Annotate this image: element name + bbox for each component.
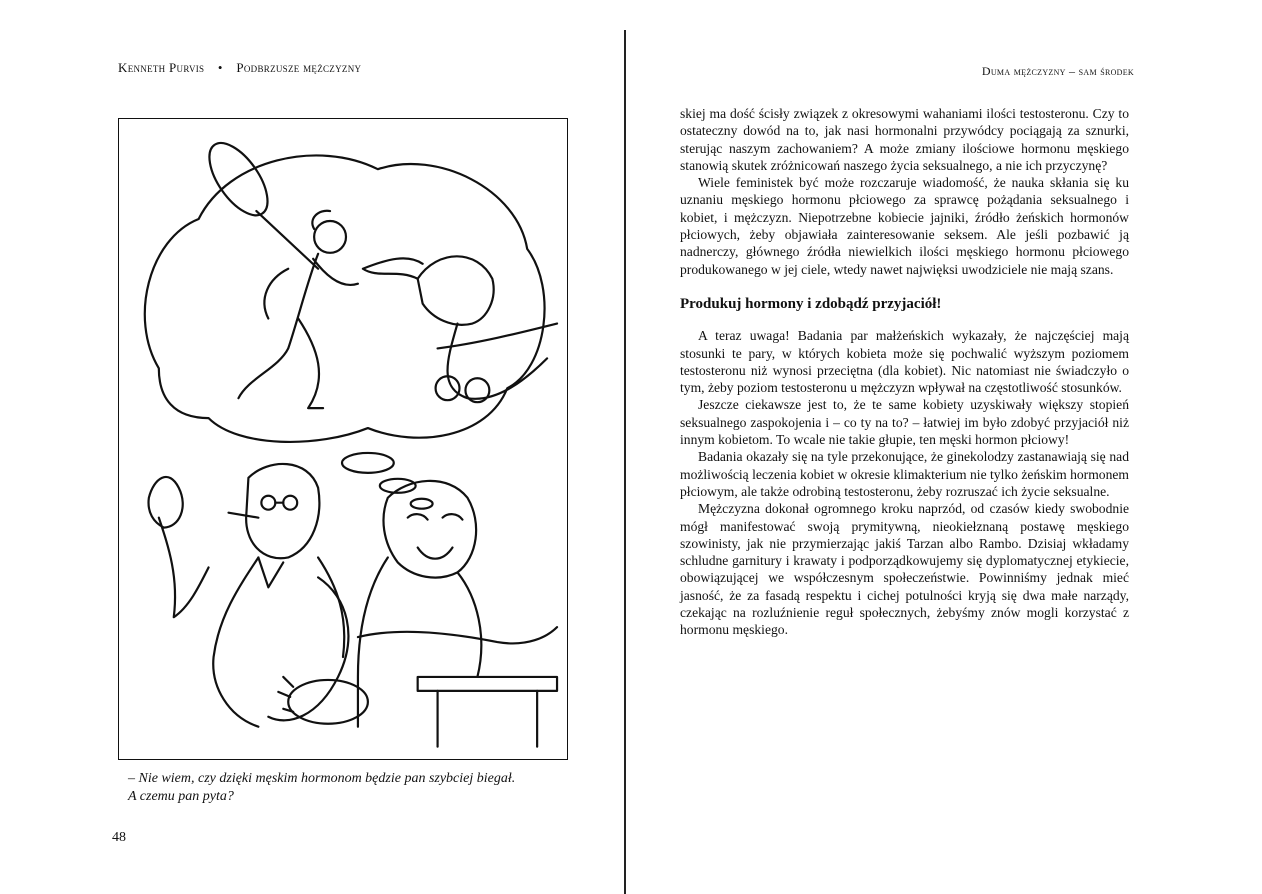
chapter-title: Duma mężczyzny – sam środek: [981, 64, 1134, 78]
paragraph-3: A teraz uwaga! Badania par małżeńskich wykazały, że najczęściej mają stosunki te pary, w których kobieta może się pochwalić wyższym poziomem testosteronu niż wynosi przeciętna (dla kobiet). Nic natomiast nie świadczyło o tym, żeby poziom testosteronu u mężczyzn wpływał na częstotliwość stosunków.: [680, 328, 1129, 396]
running-header-right: [982, 64, 1134, 79]
author-name: Kenneth Purvis: [118, 60, 205, 75]
caption-line-2: A czemu pan pyta?: [128, 789, 234, 804]
paragraph-2: Wiele feministek być może rozczaruje wiadomość, że nauka skłania się ku uznaniu męskiego hormonu płciowego za sprawcę pożądania seksualnego i kobiet, i mężczyzn. Niepotrzebne kobiecie jajniki, źródło żeńskich hormonów płciowych, żeby objawiała zainteresowanie seksem. Ale jeśli pozbawić ją nadnerczy, głównego źródła niewielkich ilości męskiego hormonu płciowego produkowanego w jej ciele, wtedy nawet najwięksi uwodziciele nie mają szans.: [680, 175, 1129, 277]
header-separator: •: [217, 60, 223, 75]
paragraph-1: skiej ma dość ścisły związek z okresowymi wahaniami ilości testosteronu. Czy to ostateczny dowód na to, jak nasi hormonalni przywódcy pociągają za sznurki, sterując naszym zachowaniem? A może zmiany ilościowe hormonu męskiego stanowią skutek zróżnicowań naszego życia seksualnego, a nie ich przyczynę?: [680, 106, 1129, 173]
caption-line-1: – Nie wiem, czy dzięki męskim hormonom będzie pan szybciej biegał.: [128, 771, 516, 786]
paragraph-4: Jeszcze ciekawsze jest to, że te same kobiety uzyskiwały większy stopień seksualnego zaspokojenia i – co ty na to? – łatwiej im było zdobyć przyjaciół niż innym kobietom. To wcale nie takie głupie, ten męski hormon płciowy!: [680, 397, 1129, 448]
page-gutter: [624, 30, 626, 894]
paragraph-6: Mężczyzna dokonał ogromnego kroku naprzód, od czasów kiedy swobodnie mógł manifestować swoją prymitywną, nieokiełznaną postawę męskiego szowinisty, jak nie przymierzając jakiś Tarzan albo Rambo. Dzisiaj wkładamy schludne garnitury i krawaty i podporządkowujemy się dyplomatycznej etykiecie, obowiązującej we współczesnym społeczeństwie. Powinniśmy jednak mieć jasność, że za fasadą respektu i cichej potulności kryją się dwa małe narządy, czekając na rozluźnienie reguł społecznych, żebyśmy znów mogli korzystać z hormonu męskiego.: [680, 501, 1129, 638]
cartoon-illustration: [118, 118, 568, 760]
section-heading: Produkuj hormony i zdobądź przyjaciół!: [680, 295, 942, 312]
paragraph-5: Badania okazały się na tyle przekonujące, że ginekolodzy zastanawiają się nad możliwością leczenia kobiet w okresie klimakterium nie tylko żeńskim hormonem płciowym, ale także odrobiną testosteronu, żeby rozruszać ich życie seksualne.: [680, 449, 1129, 499]
body-text-column: [680, 105, 1129, 639]
illustration-caption: [128, 770, 588, 806]
book-title: Podbrzusze mężczyzny: [236, 60, 362, 75]
page-number: 48: [112, 830, 126, 845]
running-header-left: [118, 60, 361, 76]
